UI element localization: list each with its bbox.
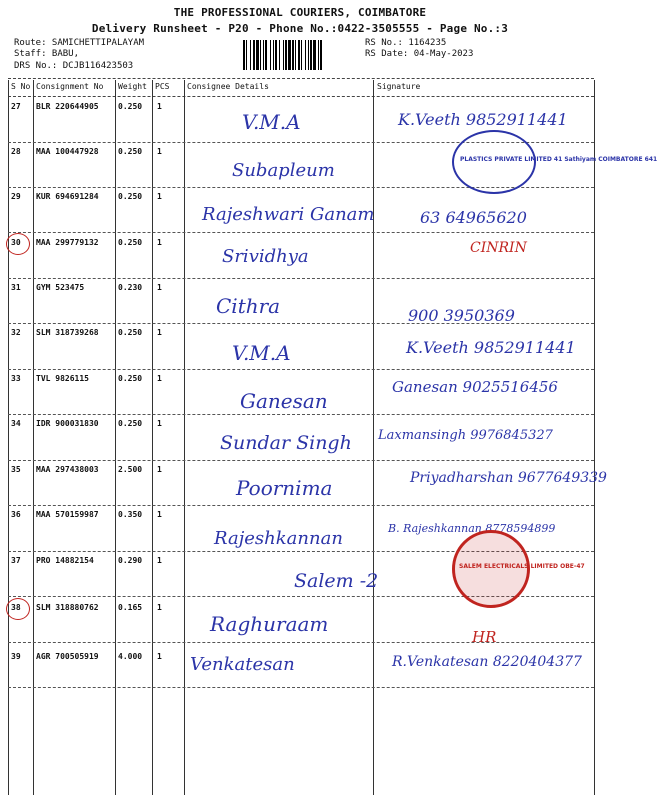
row-weight: 0.250 [118,374,143,383]
row-consignee: V.M.A [232,341,291,365]
row-consignment: IDR 900031830 [36,419,99,428]
row-consignee: Rajeshkannan [214,528,343,549]
row-weight: 0.350 [118,510,143,519]
row-signature: HR [472,628,497,646]
row-pcs: 1 [157,283,162,292]
row-weight: 0.250 [118,192,143,201]
company-title: THE PROFESSIONAL COURIERS, COIMBATORE [173,6,427,19]
drs-label: DRS No.: DCJB116423503 [14,61,134,71]
row-separator [8,642,594,643]
barcode-bar [322,40,323,70]
row-signature: CINRIN [470,240,527,256]
row-weight: 0.250 [118,419,143,428]
row-pcs: 1 [157,238,162,247]
row-sno: 30 [11,238,21,247]
row-sno: 34 [11,419,21,428]
row-sno: 29 [11,192,21,201]
row-weight: 0.250 [118,102,143,111]
stamp-text: PLASTICS PRIVATE LIMITED 41 Sathiyam COIMBATORE 641 [460,156,657,163]
row-consignment: KUR 694691284 [36,192,99,201]
row-separator [8,278,594,279]
row-pcs: 1 [157,374,162,383]
row-weight: 0.250 [118,328,143,337]
row-pcs: 1 [157,652,162,661]
col-header-consignment: Consignment No [36,82,104,91]
row-consignment: BLR 220644905 [36,102,99,111]
row-signature: K.Veeth 9852911441 [398,110,568,129]
row-separator [8,232,594,233]
row-consignment: PRO 14882154 [36,556,94,565]
row-sno: 35 [11,465,21,474]
col-header-signature: Signature [377,82,421,91]
row-pcs: 1 [157,603,162,612]
row-consignment: SLM 318880762 [36,603,99,612]
runsheet-title: Delivery Runsheet - P20 - Phone No.:0422-3505555 - Page No.:3 [91,22,509,35]
row-pcs: 1 [157,465,162,474]
row-weight: 0.165 [118,603,143,612]
company-stamp-seal [452,530,585,608]
row-weight: 0.250 [118,147,143,156]
row-consignee: V.M.A [242,110,301,134]
header-divider-top [8,78,594,79]
row-pcs: 1 [157,328,162,337]
row-signature: Laxmansingh 9976845327 [378,428,553,443]
row-consignment: MAA 297438003 [36,465,99,474]
row-consignee: Sundar Singh [220,432,352,454]
row-separator [8,369,594,370]
row-consignee: Subapleum [232,160,335,181]
row-weight: 0.230 [118,283,143,292]
row-weight: 0.250 [118,238,143,247]
row-pcs: 1 [157,147,162,156]
row-pcs: 1 [157,556,162,565]
row-consignment: MAA 570159987 [36,510,99,519]
row-consignee: Salem -2 [294,570,379,592]
col-line [594,80,595,795]
row-consignee: Rajeshwari Ganam [202,204,375,225]
row-consignee: Poornima [236,476,333,500]
row-consignment: SLM 318739268 [36,328,99,337]
row-signature: K.Veeth 9852911441 [406,338,576,357]
row-pcs: 1 [157,192,162,201]
row-sno: 36 [11,510,21,519]
row-signature: R.Venkatesan 8220404377 [392,654,582,670]
row-sno: 28 [11,147,21,156]
row-consignee: Venkatesan [190,654,295,675]
row-consignment: MAA 299779132 [36,238,99,247]
row-sno: 38 [11,603,21,612]
row-sno: 27 [11,102,21,111]
row-consignee: Cithra [216,294,281,318]
header-divider-bottom [8,96,594,97]
stamp-text: SALEM ELECTRICALS LIMITED OBE-47 [459,563,585,570]
company-stamp-seal [452,130,657,194]
staff-label: Staff: BABU, [14,49,80,59]
row-consignee: Raghuraam [210,612,329,636]
row-separator [8,687,594,688]
row-consignment: AGR 700505919 [36,652,99,661]
row-weight: 0.290 [118,556,143,565]
row-separator [8,460,594,461]
col-header-sno: S No [11,82,31,91]
row-consignment: TVL 9826115 [36,374,89,383]
barcode [243,40,363,70]
row-sno: 37 [11,556,21,565]
row-consignee: Ganesan [240,389,328,413]
row-sno: 39 [11,652,21,661]
col-header-pcs: PCS [155,82,170,91]
row-signature: 900 3950369 [408,306,515,325]
row-pcs: 1 [157,102,162,111]
row-sno: 33 [11,374,21,383]
row-weight: 4.000 [118,652,143,661]
row-weight: 2.500 [118,465,143,474]
row-pcs: 1 [157,419,162,428]
col-header-weight: Weight [118,82,147,91]
row-signature: Ganesan 9025516456 [392,378,558,396]
rs-number: RS No.: 1164235 [365,38,447,48]
row-separator [8,414,594,415]
row-pcs: 1 [157,510,162,519]
row-separator [8,505,594,506]
row-consignee: Srividhya [222,246,309,267]
row-consignment: GYM 523475 [36,283,85,292]
row-separator [8,323,594,324]
row-sno: 32 [11,328,21,337]
row-consignment: MAA 100447928 [36,147,99,156]
row-sno: 31 [11,283,21,292]
col-header-consignee: Consignee Details [187,82,269,91]
rs-date: RS Date: 04-May-2023 [365,49,474,59]
row-signature: B. Rajeshkannan 8778594899 [388,522,556,535]
row-signature: Priyadharshan 9677649339 [410,470,607,486]
row-signature: 63 64965620 [420,208,527,227]
route-label: Route: SAMICHETTIPALAYAM [14,38,145,48]
